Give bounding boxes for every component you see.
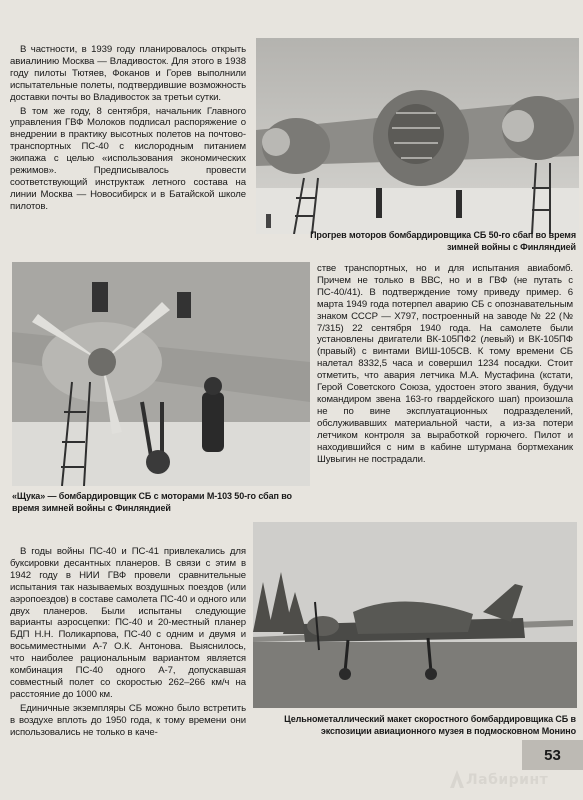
caption-top-right: Прогрев моторов бомбардировщика СБ 50-го сбап во время зимней войны с Финляндией: [310, 230, 576, 252]
paragraph: В частности, в 1939 году планировалось открыть авиалинию Москва — Владивосток. Для этого в 1938 году пилоты Тютяев, Фоканов и Горев выполнили испытательные полеты, подтвердившие возможность доставки почты во Владивосток за третьи сутки.: [10, 44, 246, 103]
text-block-middle-right: [317, 263, 573, 465]
text-block-bottom-left: [10, 546, 246, 739]
labirint-logo-icon: [450, 770, 464, 788]
watermark-text: Лабиринт: [466, 772, 549, 788]
photo-shchuka-bomber: [12, 262, 310, 486]
caption-bottom-right: Цельнометаллический макет скоростного бомбардировщика СБ в экспозиции авиационного музея в подмосковном Монино: [284, 714, 576, 736]
paragraph: стве транспортных, но и для испытания авиабомб. Причем не только в ВВС, но и в ГВФ (не путать с ПС-40/41). В подтверждение тому приведу пример. 6 марта 1949 года потерпел аварию СБ с опознавательным знаком СССР — Х797, построенный на заводе № 22 (№ 7/315) 22 сентября 1940 года. На самолете были установлены двигатели ВК-105ПФ2 (левый) и ВК-105ПФ (правый) с винтами ВИШ-105СВ. К тому времени СБ налетал 8332,5 часа и совершил 1234 посадки. Стоит отметить, что авария летчика М.А. Мустафина (кстати, Герой Советского Союза, удостоен этого звания, будучи командиром звена 163-го гвардейского шап) произошла не по вине эксплуатационных подразделений, обслуживавших материальной части, а из-за потери летчиком контроля за выработкой горючего. Пилот и находившийся с ним в кабине штурмана бортмеханик Шувыгин не пострадали.: [317, 263, 573, 465]
photo-museum-mockup: [253, 522, 577, 708]
text-block-top-left: [10, 44, 246, 213]
paragraph: В годы войны ПС-40 и ПС-41 привлекались для буксировки десантных планеров. В связи с этим в 1942 году в НИИ ГВФ провели сравнительные испытания так называемых воздушных поездов (или аэропоездов) в составе самолета ПС-40 и одного или двух планеров. Были испытаны следующие варианты аэросцепки: ПС-40 и 20-местный планер БДП Н.Н. Поликарпова, ПС-40 с одним и двумя и восьмиместными А-7 О.К. Антонова. Выяснилось, что наиболее рациональным вариантом является комбинация ПС-40 одного А-7, допускавшая совместный полет со скоростью 262–266 км/ч на расстояние до 1000 км.: [10, 546, 246, 700]
page-number: 53: [522, 740, 583, 770]
caption-middle-left: «Щука» — бомбардировщик СБ с моторами М-103 50-го сбап во время зимней войны с Финляндией: [12, 491, 292, 513]
paragraph: Единичные экземпляры СБ можно было встретить в воздухе вплоть до 1950 года, к тому времени они использовались не только в каче-: [10, 702, 246, 738]
paragraph: В том же году, 8 сентября, начальник Главного управления ГВФ Молоков подписал распоряжение о внедрении в практику высотных полетов на почтово-транспортных ПС-40 с кислородным питанием экипажа с целью «использования экономических режимов». Предписывалось провести соответствующий инструктаж летного состава на линии Москва — Новосибирск и в Батайской школе пилотов.: [10, 105, 246, 212]
photo-engine-warmup: [256, 38, 579, 234]
